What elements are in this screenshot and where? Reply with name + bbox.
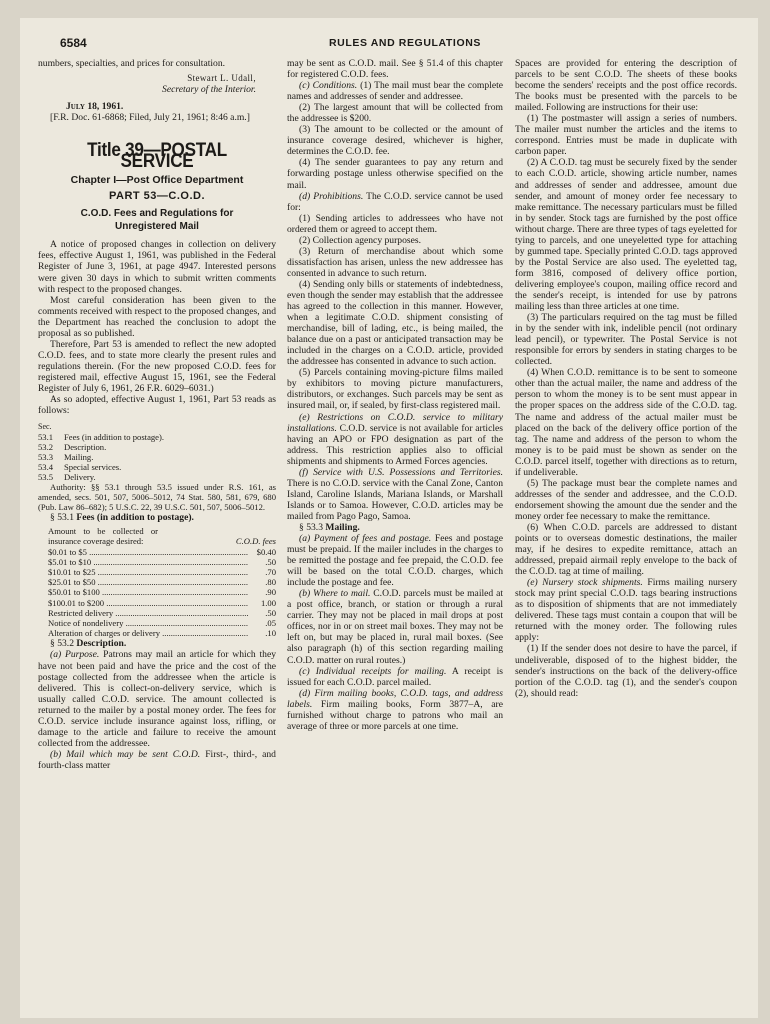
paragraph: A notice of proposed changes in collection on delivery fees, effective August 1, 1961, was published in the Federal Register of June 3, 1961, at page 4947. Interested persons were given 30 days in which to submit written comments with respect to the proposed changes.	[38, 239, 276, 295]
contents-item: 53.3 Mailing.	[38, 452, 94, 463]
contents-item: 53.5 Delivery.	[38, 472, 96, 483]
fee-table-header-left: Amount to be collected or insurance coverage desired:	[48, 526, 158, 547]
column-left	[38, 58, 276, 988]
fee-table-header-right: C.O.D. fees	[235, 536, 276, 547]
contents-item: 53.4 Special services.	[38, 462, 122, 473]
signature-name: Stewart L. Udall,	[187, 73, 256, 84]
paragraph: (2) The largest amount that will be collected from the addressee is $200.	[287, 102, 503, 125]
paragraph: (2) Collection agency purposes.	[299, 234, 422, 246]
paragraph: Most careful consideration has been given to the comments received with respect to the proposed changes, and the Department has reached the conclusion to adopt the proposal as so published.	[38, 294, 276, 339]
paragraph: (3) The particulars required on the tag must be filled in by the sender with ink, indelible pencil (not ordinary lead pencil), or typewriter. The Postal Service is not responsible for errors by senders in stating charges to be collected.	[515, 312, 737, 368]
fee-row: $25.01 to $50 ..... .80	[38, 577, 276, 587]
paragraph: (1) If the sender does not desire to have the parcel, if undeliverable, disposed of to the highest bidder, the sender's instructions on the back of the delivery-office portion of the C.O.D. tag (1), and the sender's coupon (2), should read:	[515, 643, 737, 699]
paragraph: (1) The postmaster will assign a series of numbers. The mailer must number the articles and the items to correspond. Entries must be made in duplicate with carbon paper.	[515, 113, 737, 158]
part-heading: PART 53—C.O.D.	[108, 190, 206, 203]
running-head: RULES AND REGULATIONS	[328, 37, 482, 49]
paragraph: (b) Where to mail. C.O.D. parcels must be mailed at a post office, branch, or station or through a rural carrier. They may not be placed in mail drops at post offices, nor in or on street mail boxes. They may not be left on, but may be placed in, rural mail boxes. (See also paragraph (h) of this section regarding mailing C.O.D. matter on rural routes.)	[287, 588, 503, 666]
table-of-contents	[38, 422, 276, 482]
paragraph: (c) Conditions. (1) The mail must bear the complete names and addresses of sender and addressee.	[287, 80, 503, 103]
column-right	[515, 58, 737, 988]
fee-row: Alteration of charges or delivery ..... .10	[38, 628, 276, 638]
section-heading-53-1: § 53.1 Fees (in addition to postage).	[50, 512, 194, 524]
fee-table	[38, 526, 276, 638]
paragraph: may be sent as C.O.D. mail. See § 51.4 of this chapter for registered C.O.D. fees.	[287, 58, 503, 81]
signature-title: Secretary of the Interior.	[162, 84, 256, 96]
paragraph: Therefore, Part 53 is amended to reflect the new adopted C.O.D. fees, and to state more clearly the present rules and regulations therein. (For the new proposed C.O.D. fees for registered mail, effective August 15, 1961, see the Federal Register of July 6, 1961, 26 F.R. 6029–6031.)	[38, 338, 276, 394]
contents-item: 53.2 Description.	[38, 442, 107, 453]
document-heading-line-2: Unregistered Mail	[115, 221, 199, 233]
section-heading-53-2: § 53.2 Description.	[50, 638, 127, 650]
paragraph: (3) Return of merchandise about which some dissatisfaction has arisen, unless the new addressee has consented in advance to such return.	[287, 245, 503, 279]
paragraph: (f) Service with U.S. Possessions and Territories. There is no C.O.D. service with the Canal Zone, Canton Island, Caroline Islands, Mariana Islands, or Marshall Islands or to Samoa. However, C.O.D. articles may be mailed from Pago Pago, Samoa.	[287, 466, 503, 522]
paragraph: (4) When C.O.D. remittance is to be sent to someone other than the actual mailer, the name and address of the person to whom the money is to be sent must appear in the proper spaces on the address side of the C.O.D. tag. The name and address of the actual mailer must be placed on the back of the delivery office portion of the tag. The name and address of the person to whom the money is to be paid must be shown as sender on the C.O.D. parcel itself, together with directions as to return, if undeliverable.	[515, 367, 737, 478]
document-heading-line-1: C.O.D. Fees and Regulations for	[80, 208, 234, 220]
paragraph: As so adopted, effective August 1, 1961, Part 53 reads as follows:	[38, 394, 276, 417]
page-number: 6584	[60, 36, 87, 50]
title-heading: Title 39—POSTAL SERVICE	[87, 140, 227, 173]
fee-row: $5.01 to $10 ..... .50	[38, 557, 276, 567]
paragraph: (6) When C.O.D. parcels are addressed to distant points or to overseas domestic destinations, the mailer may, if he desires to expedite remittance, attach an addressed, prepaid airmail reply envelope to the back of the C.O.D. tag at time of mailing.	[515, 521, 737, 578]
paragraph: (1) Sending articles to addressees who have not ordered them or agreed to accept them.	[287, 212, 503, 235]
document-heading	[38, 207, 276, 233]
paragraph: (5) The package must bear the complete names and addresses of the sender and addressee, and the C.O.D. endorsement showing the amount due the sender and the money order fee necessary to make the remittance.	[515, 477, 737, 522]
chapter-heading: Chapter I—Post Office Department	[70, 174, 244, 187]
paragraph: (4) Sending only bills or statements of indebtedness, even though the sender may establish that the addressee has agreed to the collection in this manner. However, when a legitimate C.O.D. shipment consisting of merchandise, bill of lading, etc., is being mailed, the balance due on a past or anticipated transaction may be included in the charges on a C.O.D. article, provided the addressee has consented in advance to such action.	[287, 278, 503, 368]
paragraph: Spaces are provided for entering the description of parcels to be sent C.O.D. The sheets of these books become the senders' receipts and the post office records. The books must be presented with the parcels to be mailed. Following are instructions for their use:	[515, 58, 737, 114]
fee-row: $100.01 to $200 ..... 1.00	[38, 598, 276, 608]
paragraph: (d) Prohibitions. The C.O.D. service cannot be used for:	[287, 190, 503, 213]
fee-row: Notice of nondelivery ..... .05	[38, 618, 276, 628]
paragraph: (4) The sender guarantees to pay any return and forwarding postage unless otherwise specified on the mail.	[287, 157, 503, 191]
fee-table-header	[38, 526, 276, 546]
paragraph: (a) Purpose. Patrons may mail an article for which they have not been paid and have the price and the cost of the postage collected from the addressee when the article is delivered. This is collect-on-delivery service, which is usually called C.O.D. service. The amount collected is returned to the mailer by a postal money order. The fees for C.O.D. service include insurance against loss, rifling, or damage to the article and failure to receive the amount collected from the addressee.	[38, 649, 276, 749]
authority-citation: Authority: §§ 53.1 through 53.5 issued under R.S. 161, as amended, secs. 501, 507, 5006–5012, 74 Stat. 580, 581, 679, 680 (Pub. Law 86–682); 5 U.S.C. 22, 39 U.S.C. 501, 507, 5006–5012.	[38, 482, 276, 513]
paragraph: (2) A C.O.D. tag must be securely fixed by the sender to each C.O.D. article, showing article number, names and addresses of sender and addressee, amount due sender, and amount of money order fee necessary to make remittance. The necessary particulars must be filled in by sender. Stock tags are furnished by the post office without charge. There are three types of tags eyeletted for tying to parcels, and one uneyeletted type for attaching by gummed tape. Specially printed C.O.D. tags approved by the Postal Service are also used. The eyeletted tag, form 3816, composed of delivery office portion, delivering employee's coupon, mailing office record and the sender's receipt, is intended for use by patrons mailing less than three articles at one time.	[515, 157, 737, 313]
paragraph: (5) Parcels containing moving-picture films mailed by exhibitors to moving picture manufacturers, distributors, or exchanges. Such parcels may be sent as insured mail, or, if sealed, by first-class registered mail.	[287, 367, 503, 412]
fee-row: $10.01 to $25 ..... .70	[38, 567, 276, 577]
column-middle	[287, 58, 503, 988]
contents-header: Sec.	[38, 422, 52, 432]
section-heading-53-3: § 53.3 Mailing.	[299, 521, 360, 533]
page-header	[60, 36, 750, 56]
signature-date: July 18, 1961.	[66, 101, 124, 113]
contents-item: 53.1 Fees (in addition to postage).	[38, 432, 165, 443]
fee-row: $50.01 to $100 ..... .90	[38, 587, 276, 597]
paragraph: (e) Nursery stock shipments. Firms mailing nursery stock may print special C.O.D. tags bearing instructions as to disposition of shipments that are not immediately delivered. These tags must contain a coupon that will be returned with the money order. The following rules apply:	[515, 577, 737, 644]
fee-row: $0.01 to $5 ..... $0.40	[38, 547, 276, 557]
previous-document-tail: numbers, specialties, and prices for consultation.	[38, 58, 226, 69]
filing-notice: [F.R. Doc. 61-6868; Filed, July 21, 1961; 8:46 a.m.]	[50, 112, 250, 124]
paragraph: (c) Individual receipts for mailing. A receipt is issued for each C.O.D. parcel mailed.	[287, 665, 503, 688]
paragraph: (b) Mail which may be sent C.O.D. First-, third-, and fourth-class matter	[38, 748, 276, 771]
paragraph: (a) Payment of fees and postage. Fees and postage must be prepaid. If the mailer includes in the charges to be remitted the postage and fee prepaid, the C.O.D. fee will be based on the total C.O.D. charges, which include the postage and fee.	[287, 533, 503, 589]
paragraph: (e) Restrictions on C.O.D. service to military installations. C.O.D. service is not available for articles having an APO or FPO designation as part of the address. This restriction applies also to official shipments and shipments to Armed Forces agencies.	[287, 411, 503, 467]
paragraph: (3) The amount to be collected or the amount of insurance coverage desired, whichever is higher, determines the C.O.D. fee.	[287, 124, 503, 158]
fee-row: Restricted delivery ..... .50	[38, 608, 276, 618]
paragraph: (d) Firm mailing books, C.O.D. tags, and address labels. Firm mailing books, Form 3877–A, are furnished without charge to patrons who mail an average of three or more parcels at one time.	[287, 687, 503, 732]
